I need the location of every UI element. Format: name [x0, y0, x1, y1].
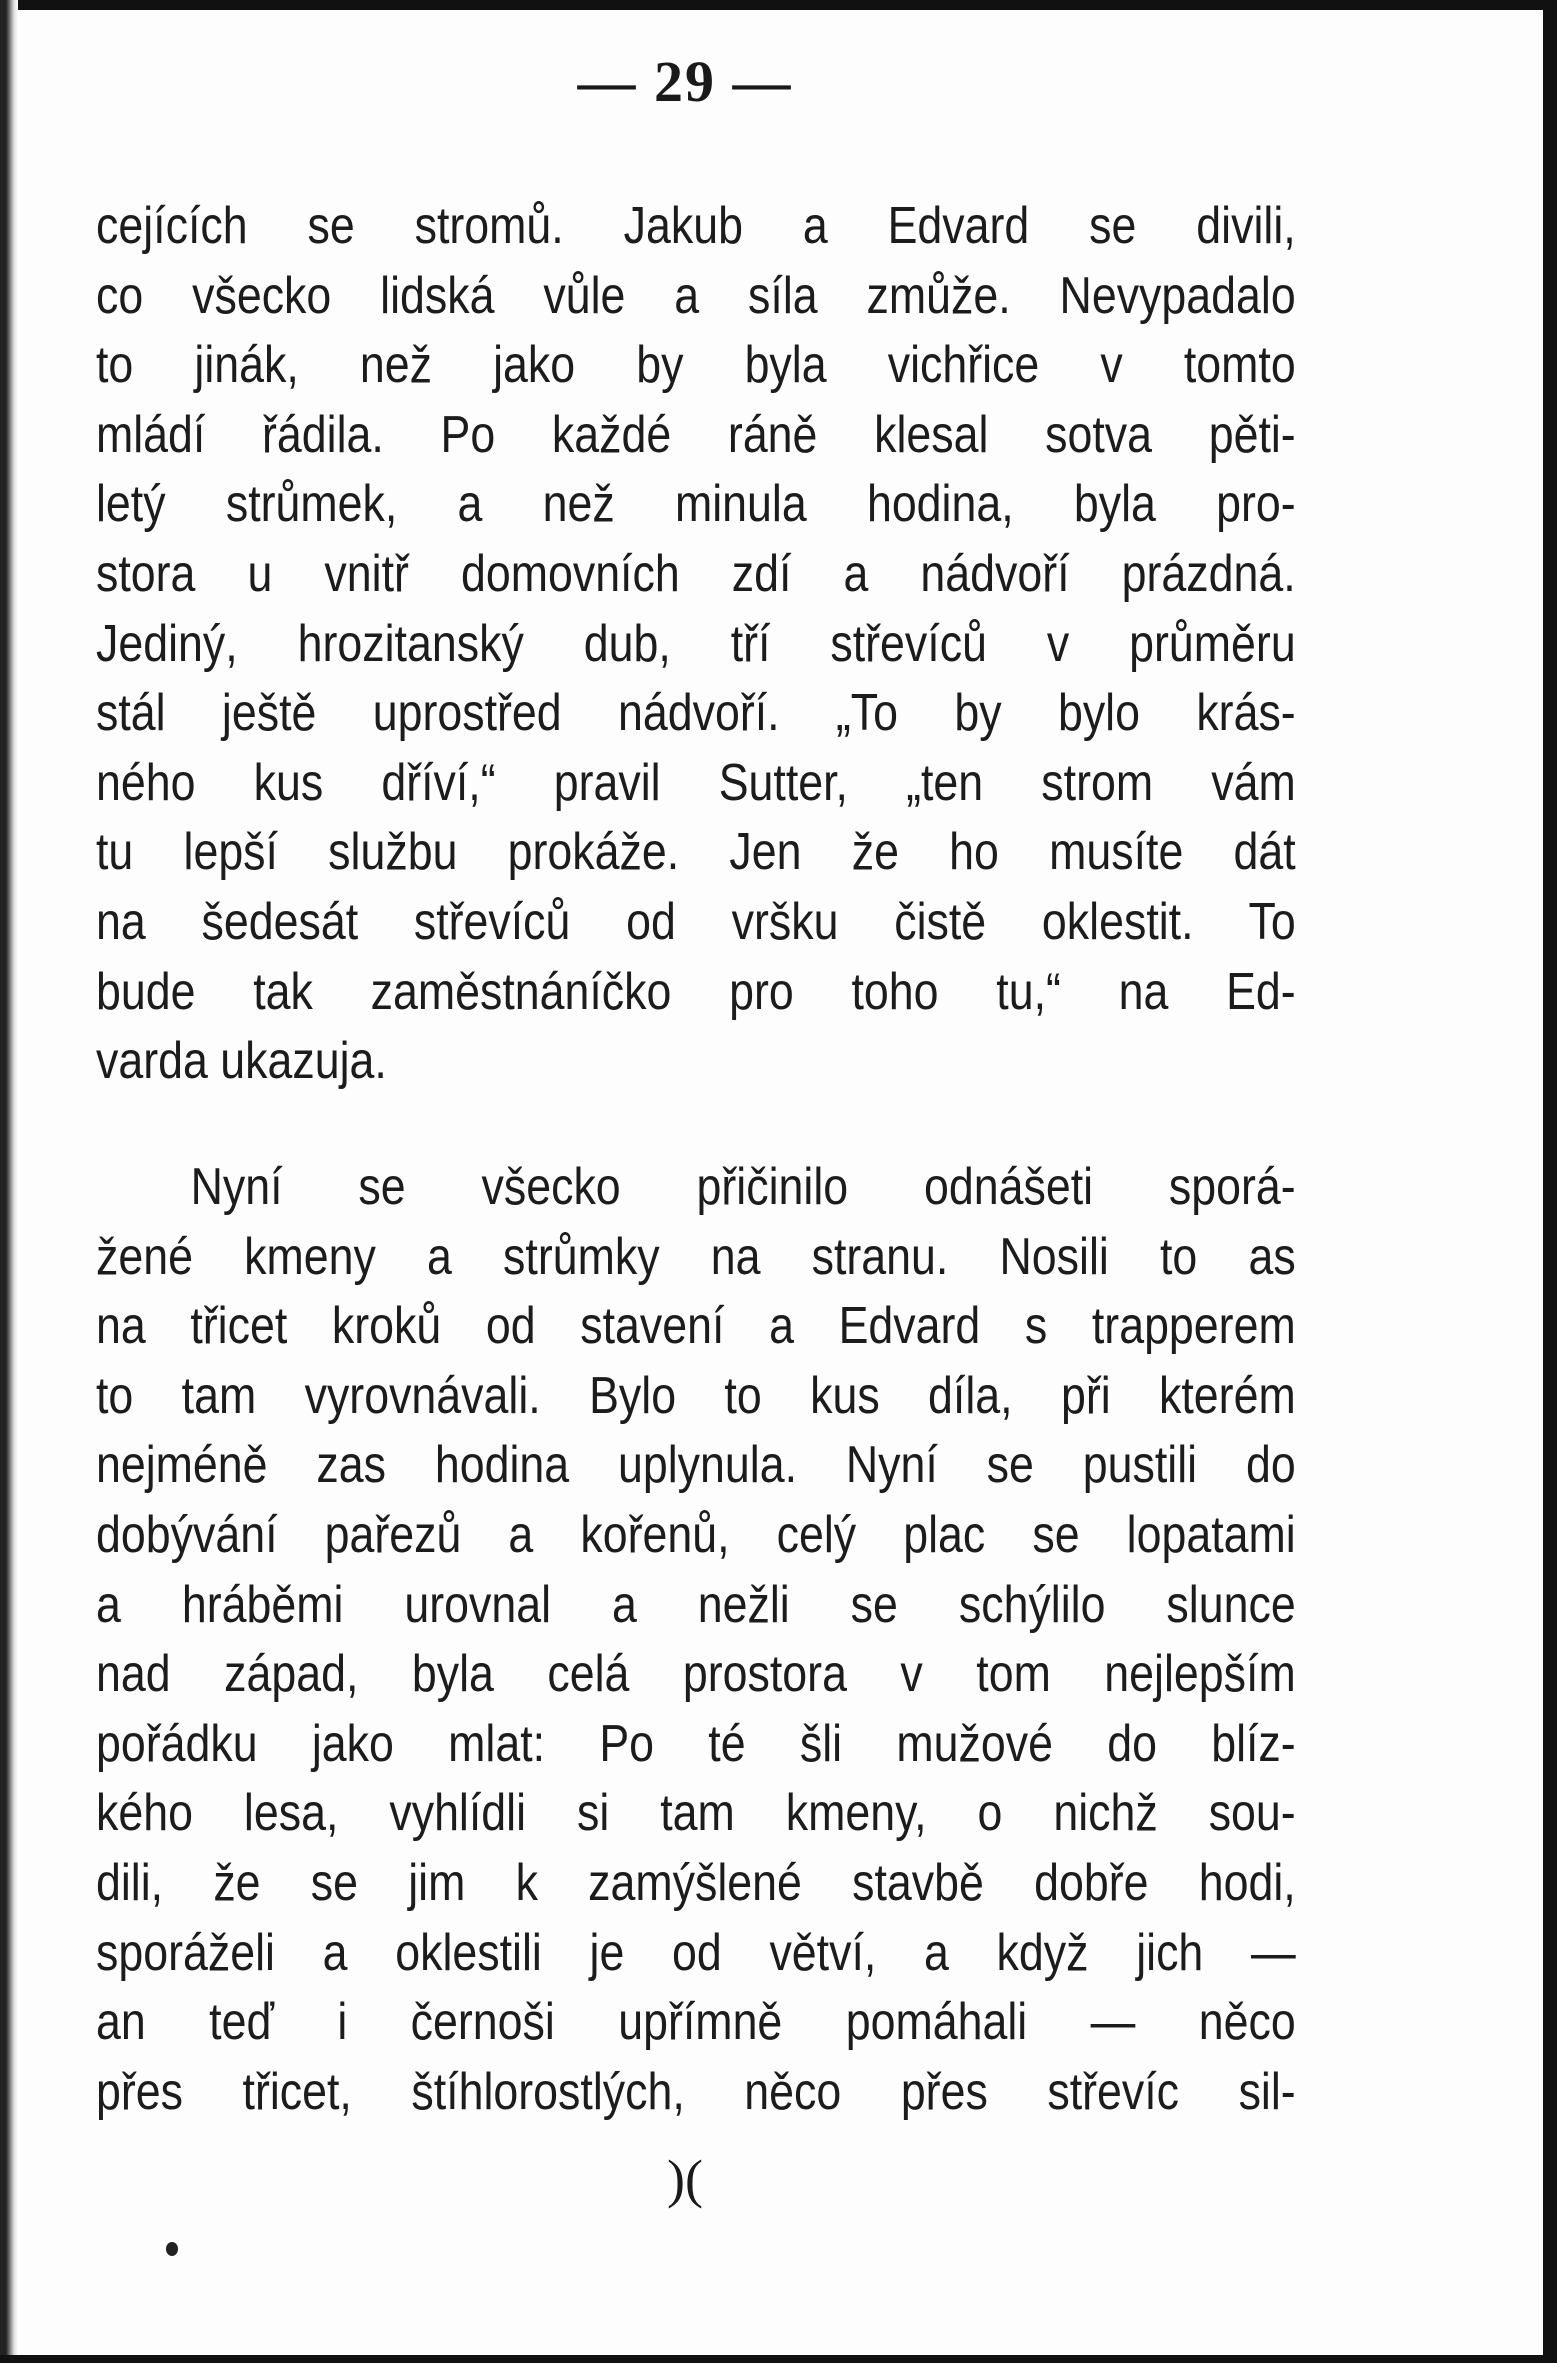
text-line: Jediný, hrozitanský dub, tří střevíců v průměru: [96, 614, 1296, 673]
text-line: varda ukazuja.: [96, 1032, 387, 1091]
text-line: stál ještě uprostřed nádvoří. „To by bylo krás-: [96, 684, 1296, 743]
signature-mark: )(: [667, 2149, 703, 2209]
text-line: sporáželi a oklestili je od větví, a když jich —: [96, 1923, 1296, 1982]
paragraph-2: [96, 1153, 1296, 2127]
text-line: to tam vyrovnávali. Bylo to kus díla, při kterém: [96, 1366, 1296, 1425]
scan-left-binding-edge: [0, 0, 18, 2363]
ink-speck: [166, 2242, 178, 2256]
text-line: dobývání pařezů a kořenů, celý plac se lopatami: [96, 1505, 1296, 1564]
text-line: na šedesát střevíců od vršku čistě oklestit. To: [96, 892, 1296, 951]
text-line: letý strůmek, a než minula hodina, byla pro-: [96, 475, 1296, 534]
page-number: — 29 —: [577, 49, 793, 114]
text-line: ného kus dříví,“ pravil Sutter, „ten strom vám: [96, 753, 1296, 812]
text-line: an teď i černoši upřímně pomáhali — něco: [96, 1993, 1296, 2052]
text-line: co všecko lidská vůle a síla zmůže. Nevypadalo: [96, 266, 1296, 325]
text-line: bude tak zaměstnáníčko pro toho tu,“ na Ed-: [96, 962, 1296, 1021]
text-line: cejících se stromů. Jakub a Edvard se divili,: [96, 197, 1296, 255]
text-line: a hráběmi urovnal a nežli se schýlilo slunce: [96, 1575, 1296, 1634]
text-line: mládí řádila. Po každé ráně klesal sotva pěti-: [96, 405, 1296, 464]
text-line: na třicet kroků od stavení a Edvard s trapperem: [96, 1297, 1296, 1356]
text-line: stora u vnitř domovních zdí a nádvoří prázdná.: [96, 544, 1296, 603]
text-line: pořádku jako mlat: Po té šli mužové do blíz-: [96, 1714, 1296, 1773]
scan-right-border: [1543, 0, 1557, 2363]
text-line: Nyní se všecko přičinilo odnášeti sporá-: [190, 1158, 1296, 1216]
text-line: nejméně zas hodina uplynula. Nyní se pustili do: [96, 1436, 1296, 1495]
text-line: kého lesa, vyhlídli si tam kmeny, o nichž sou-: [96, 1784, 1296, 1843]
scan-bottom-border: [0, 2355, 1557, 2363]
text-line: nad západ, byla celá prostora v tom nejlepším: [96, 1645, 1296, 1704]
scan-top-border: [0, 0, 1557, 10]
text-line: to jinák, než jako by byla vichřice v tomto: [96, 336, 1296, 395]
text-line: tu lepší službu prokáže. Jen že ho musíte dát: [96, 823, 1296, 882]
text-line: žené kmeny a strůmky na stranu. Nosili to as: [96, 1227, 1296, 1286]
text-line: přes třicet, štíhlorostlých, něco přes střevíc sil-: [96, 2062, 1296, 2121]
text-line: dili, že se jim k zamýšlené stavbě dobře hodi,: [96, 1853, 1296, 1912]
paragraph-1: [96, 192, 1296, 1097]
